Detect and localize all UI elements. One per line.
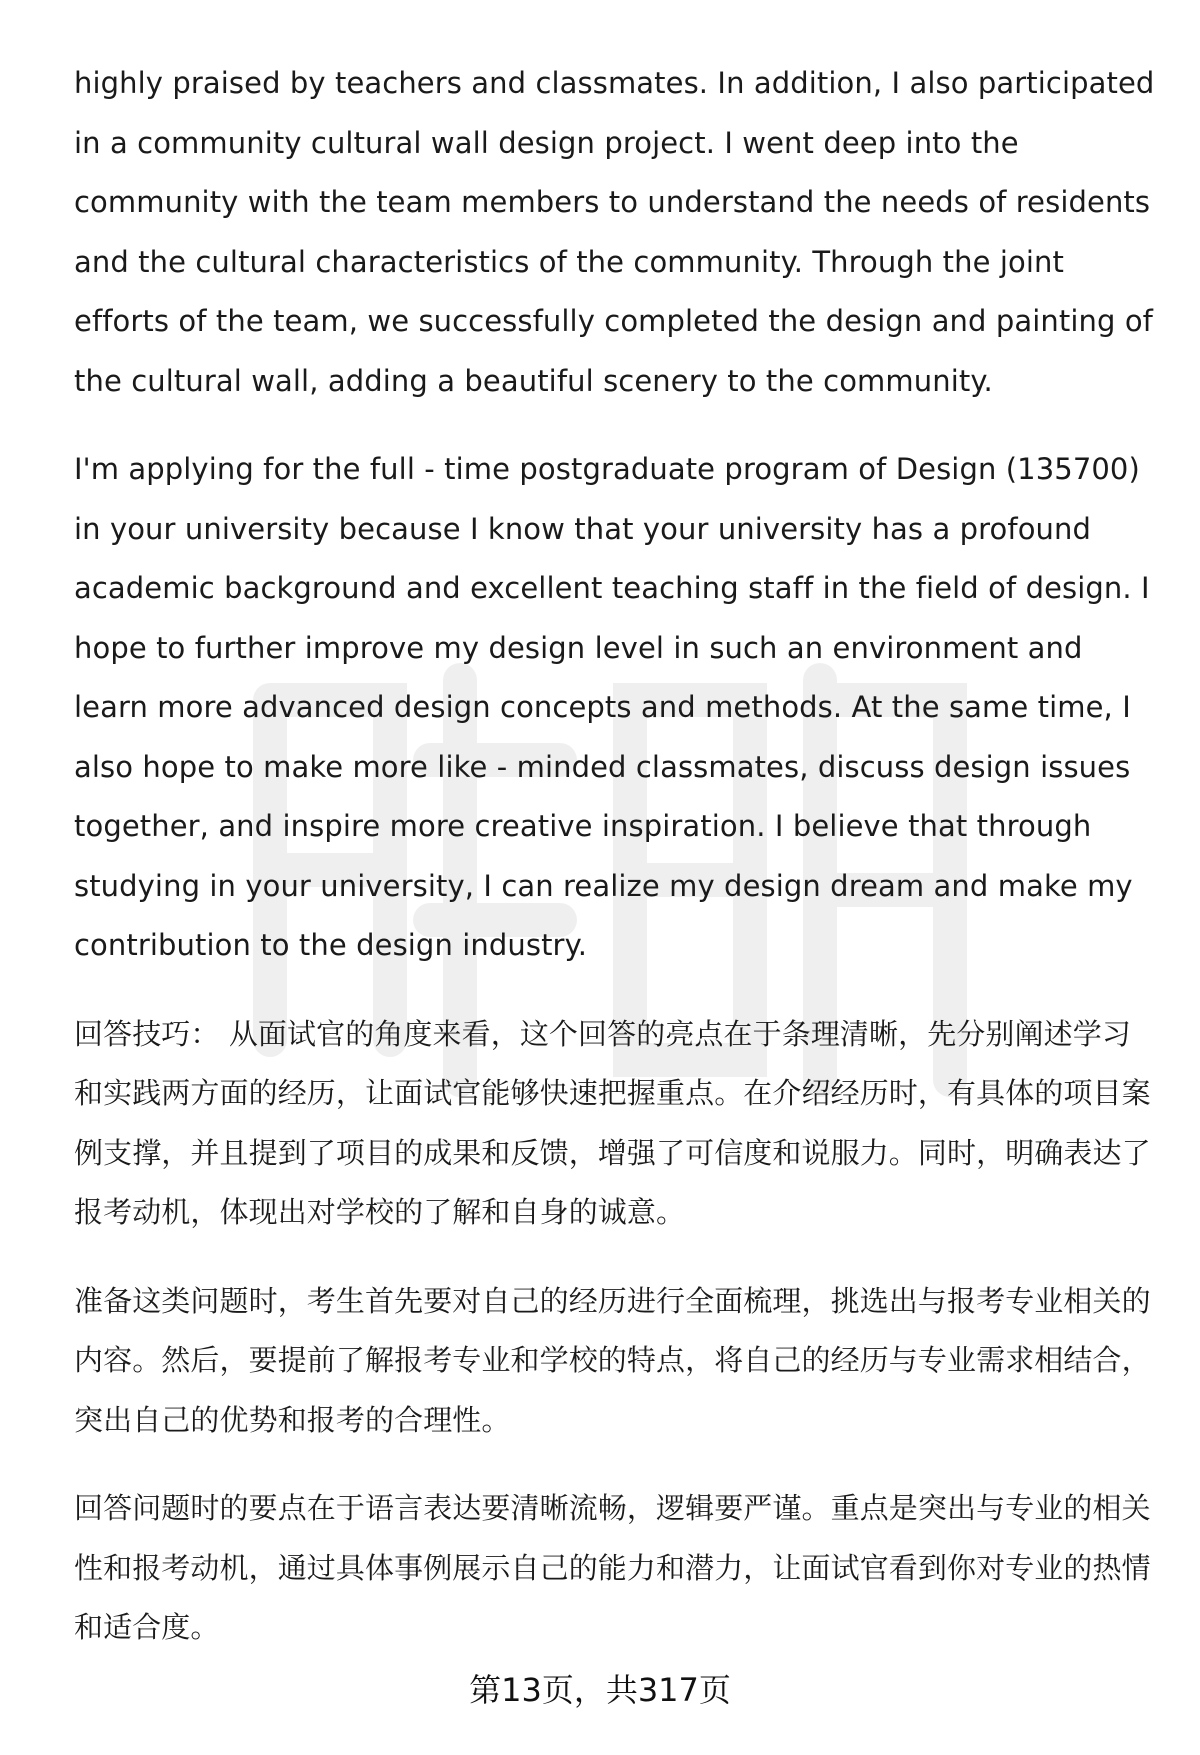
document-page [74, 54, 1160, 1687]
paragraph-answer-key-points: 回答问题时的要点在于语言表达要清晰流畅，逻辑要严谨。重点是突出与专业的相关性和报考动机，通过具体事例展示自己的能力和潜力，让面试官看到你对专业的热情和适合度。 [74, 1491, 1151, 1644]
page-number-footer: 第13页，共317页 [469, 1671, 731, 1709]
paragraph-experience-continued: highly praised by teachers and classmates. In addition, I also participated in a community cultural wall design project. I went deep into the community with the team members to understand the needs of residents and the cultural characteristics of the community. Through the joint efforts of the team, we successfully completed the design and painting of the cultural wall, adding a beautiful scenery to the community. [74, 66, 1155, 398]
paragraph-application-motivation: I'm applying for the full - time postgraduate program of Design (135700) in your university because I know that your university has a profound academic background and excellent teaching staff in the field of design. I hope to further improve my design level in such an environment and learn more advanced design concepts and methods. At the same time, I also hope to make more like - minded classmates, discuss design issues together, and inspire more creative inspiration. I believe that through studying in your university, I can realize my design dream and make my contribution to the design industry. [74, 452, 1150, 962]
paragraph-preparation-advice: 准备这类问题时，考生首先要对自己的经历进行全面梳理，挑选出与报考专业相关的内容。然后，要提前了解报考专业和学校的特点，将自己的经历与专业需求相结合，突出自己的优势和报考的合理性。 [74, 1283, 1151, 1437]
paragraph-answer-tips: 回答技巧： 从面试官的角度来看，这个回答的亮点在于条理清晰，先分别阐述学习和实践两方面的经历，让面试官能够快速把握重点。在介绍经历时，有具体的项目案例支撑，并且提到了项目的成果和反馈，增强了可信度和说服力。同时，明确表达了报考动机，体现出对学校的了解和自身的诚意。 [74, 1016, 1151, 1229]
